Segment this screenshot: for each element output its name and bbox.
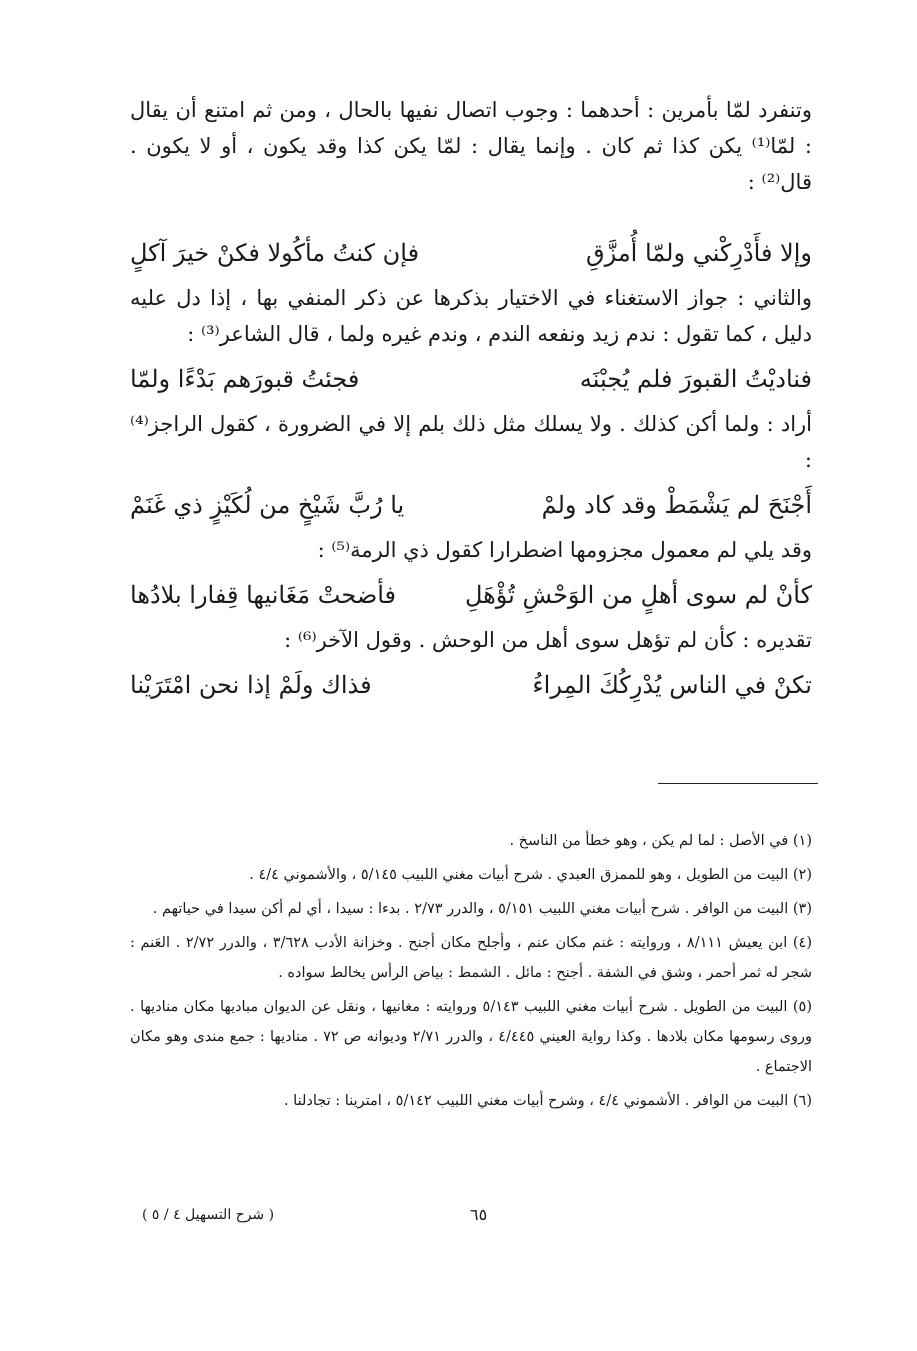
verse-2-second-hemistich: فناديْتُ القبورَ فلم يُجبْنَه bbox=[579, 365, 812, 393]
paragraph-1: وتنفرد لمّا بأمرين : أحدهما : وجوب اتصال نفيها بالحال ، ومن ثم امتنع أن يقال : لمّا⁽¹⁾ يكن كذا ثم كان . وإنما يقال : لمّا يكن كذا وقد يكون ، أو لا يكون . قال⁽²⁾ : bbox=[130, 98, 812, 194]
page-number: ٦٥ bbox=[470, 1205, 488, 1224]
verse-1-second-hemistich: وإلا فأَدْرِكْني ولمّا أُمزَّقِ bbox=[585, 239, 812, 267]
verse-3-second-hemistich: أَجْنَحَ لم يَشْمَطْ وقد كاد ولمْ bbox=[541, 491, 812, 519]
paragraph-3: أراد : ولما أكن كذلك . ولا يسلك مثل ذلك بلم إلا في الضرورة ، كقول الراجز⁽⁴⁾ : bbox=[130, 412, 812, 472]
verse-5-second-hemistich: تكنْ في الناس يُدْرِكُكَ المِراءُ bbox=[532, 671, 812, 699]
verse-1-first-hemistich: فإن كنتُ مأكُولا فكنْ خيرَ آكلٍ bbox=[130, 239, 420, 267]
running-title: ( شرح التسهيل ٤ / ٥ ) bbox=[142, 1207, 275, 1223]
verse-2 bbox=[130, 356, 812, 402]
paragraph-5: تقديره : كأن لم تؤهل سوى أهل من الوحش . وقول الآخر⁽⁶⁾ : bbox=[284, 628, 812, 652]
verse-3 bbox=[130, 482, 812, 528]
footnote-divider bbox=[658, 783, 818, 784]
footnote-5: (٥) البيت من الطويل . شرح أبيات مغني اللبيب ٥/١٤٣ وروايته : مغانيها ، ونقل عن الديوان مباديها مكان مناديها . وروى رسومها مكان بلادها . وكذا رواية العيني ٤/٤٤٥ ، والدرر ٢/٧١ وديوانه ص ٧٢ . مناديها : جمع مندى وهو مكان الاجتماع . bbox=[130, 999, 813, 1075]
verse-4-first-hemistich: فأضحتْ مَغَانيها قِفارا بلادُها bbox=[130, 581, 396, 609]
footnote-4: (٤) ابن يعيش ٨/١١١ ، وروايته : غنم مكان عنم ، وأجلح مكان أجنح . وخزانة الأدب ٣/٦٢٨ ، والدرر ٢/٧٢ . العَنم : شجر له ثمر أحمر ، وشق في الشفة . أجنح : مائل . الشمط : بياض الرأس يخالط سواده . bbox=[130, 935, 812, 981]
footnotes bbox=[130, 826, 812, 1120]
verse-4 bbox=[130, 572, 812, 618]
verse-4-second-hemistich: كأنْ لم سوى أهلٍ من الوَحْشِ تُؤْهَلِ bbox=[464, 581, 812, 609]
verse-5 bbox=[130, 662, 812, 708]
footnote-2: (٢) البيت من الطويل ، وهو للممزق العبدي . شرح أبيات مغني اللبيب ٥/١٤٥ ، والأشموني ٤/٤ . bbox=[249, 867, 812, 883]
verse-5-first-hemistich: فذاك ولَمْ إذا نحن امْتَرَيْنا bbox=[130, 671, 372, 699]
footnote-3: (٣) البيت من الوافر . شرح أبيات مغني اللبيب ٥/١٥١ ، والدرر ٢/٧٣ . بدءا : سيدا ، أي لم أكن سيدا في حياتهم . bbox=[152, 901, 812, 917]
paragraph-2: والثاني : جواز الاستغناء في الاختيار بذكرها عن ذكر المنفي بها ، إذا دل عليه دليل ، كما تقول : ندم زيد ونفعه الندم ، وندم غيره ولما ، قال الشاعر⁽³⁾ : bbox=[130, 286, 812, 346]
footnote-6: (٦) البيت من الوافر . الأشموني ٤/٤ ، وشرح أبيات مغني اللبيب ٥/١٤٢ ، امترينا : تجادلنا . bbox=[283, 1093, 812, 1109]
verse-3-first-hemistich: يا رُبَّ شَيْخٍ من لُكَيْزٍ ذي غَنَمْ bbox=[130, 491, 405, 519]
verse-1 bbox=[130, 230, 812, 276]
main-text bbox=[130, 92, 812, 712]
verse-2-first-hemistich: فجئتُ قبورَهم بَدْءًا ولمّا bbox=[130, 365, 360, 393]
footnote-1: (١) في الأصل : لما لم يكن ، وهو خطأ من الناسخ . bbox=[509, 833, 812, 849]
paragraph-4: وقد يلي لم معمول مجزومها اضطرارا كقول ذي الرمة⁽⁵⁾ : bbox=[317, 538, 812, 562]
